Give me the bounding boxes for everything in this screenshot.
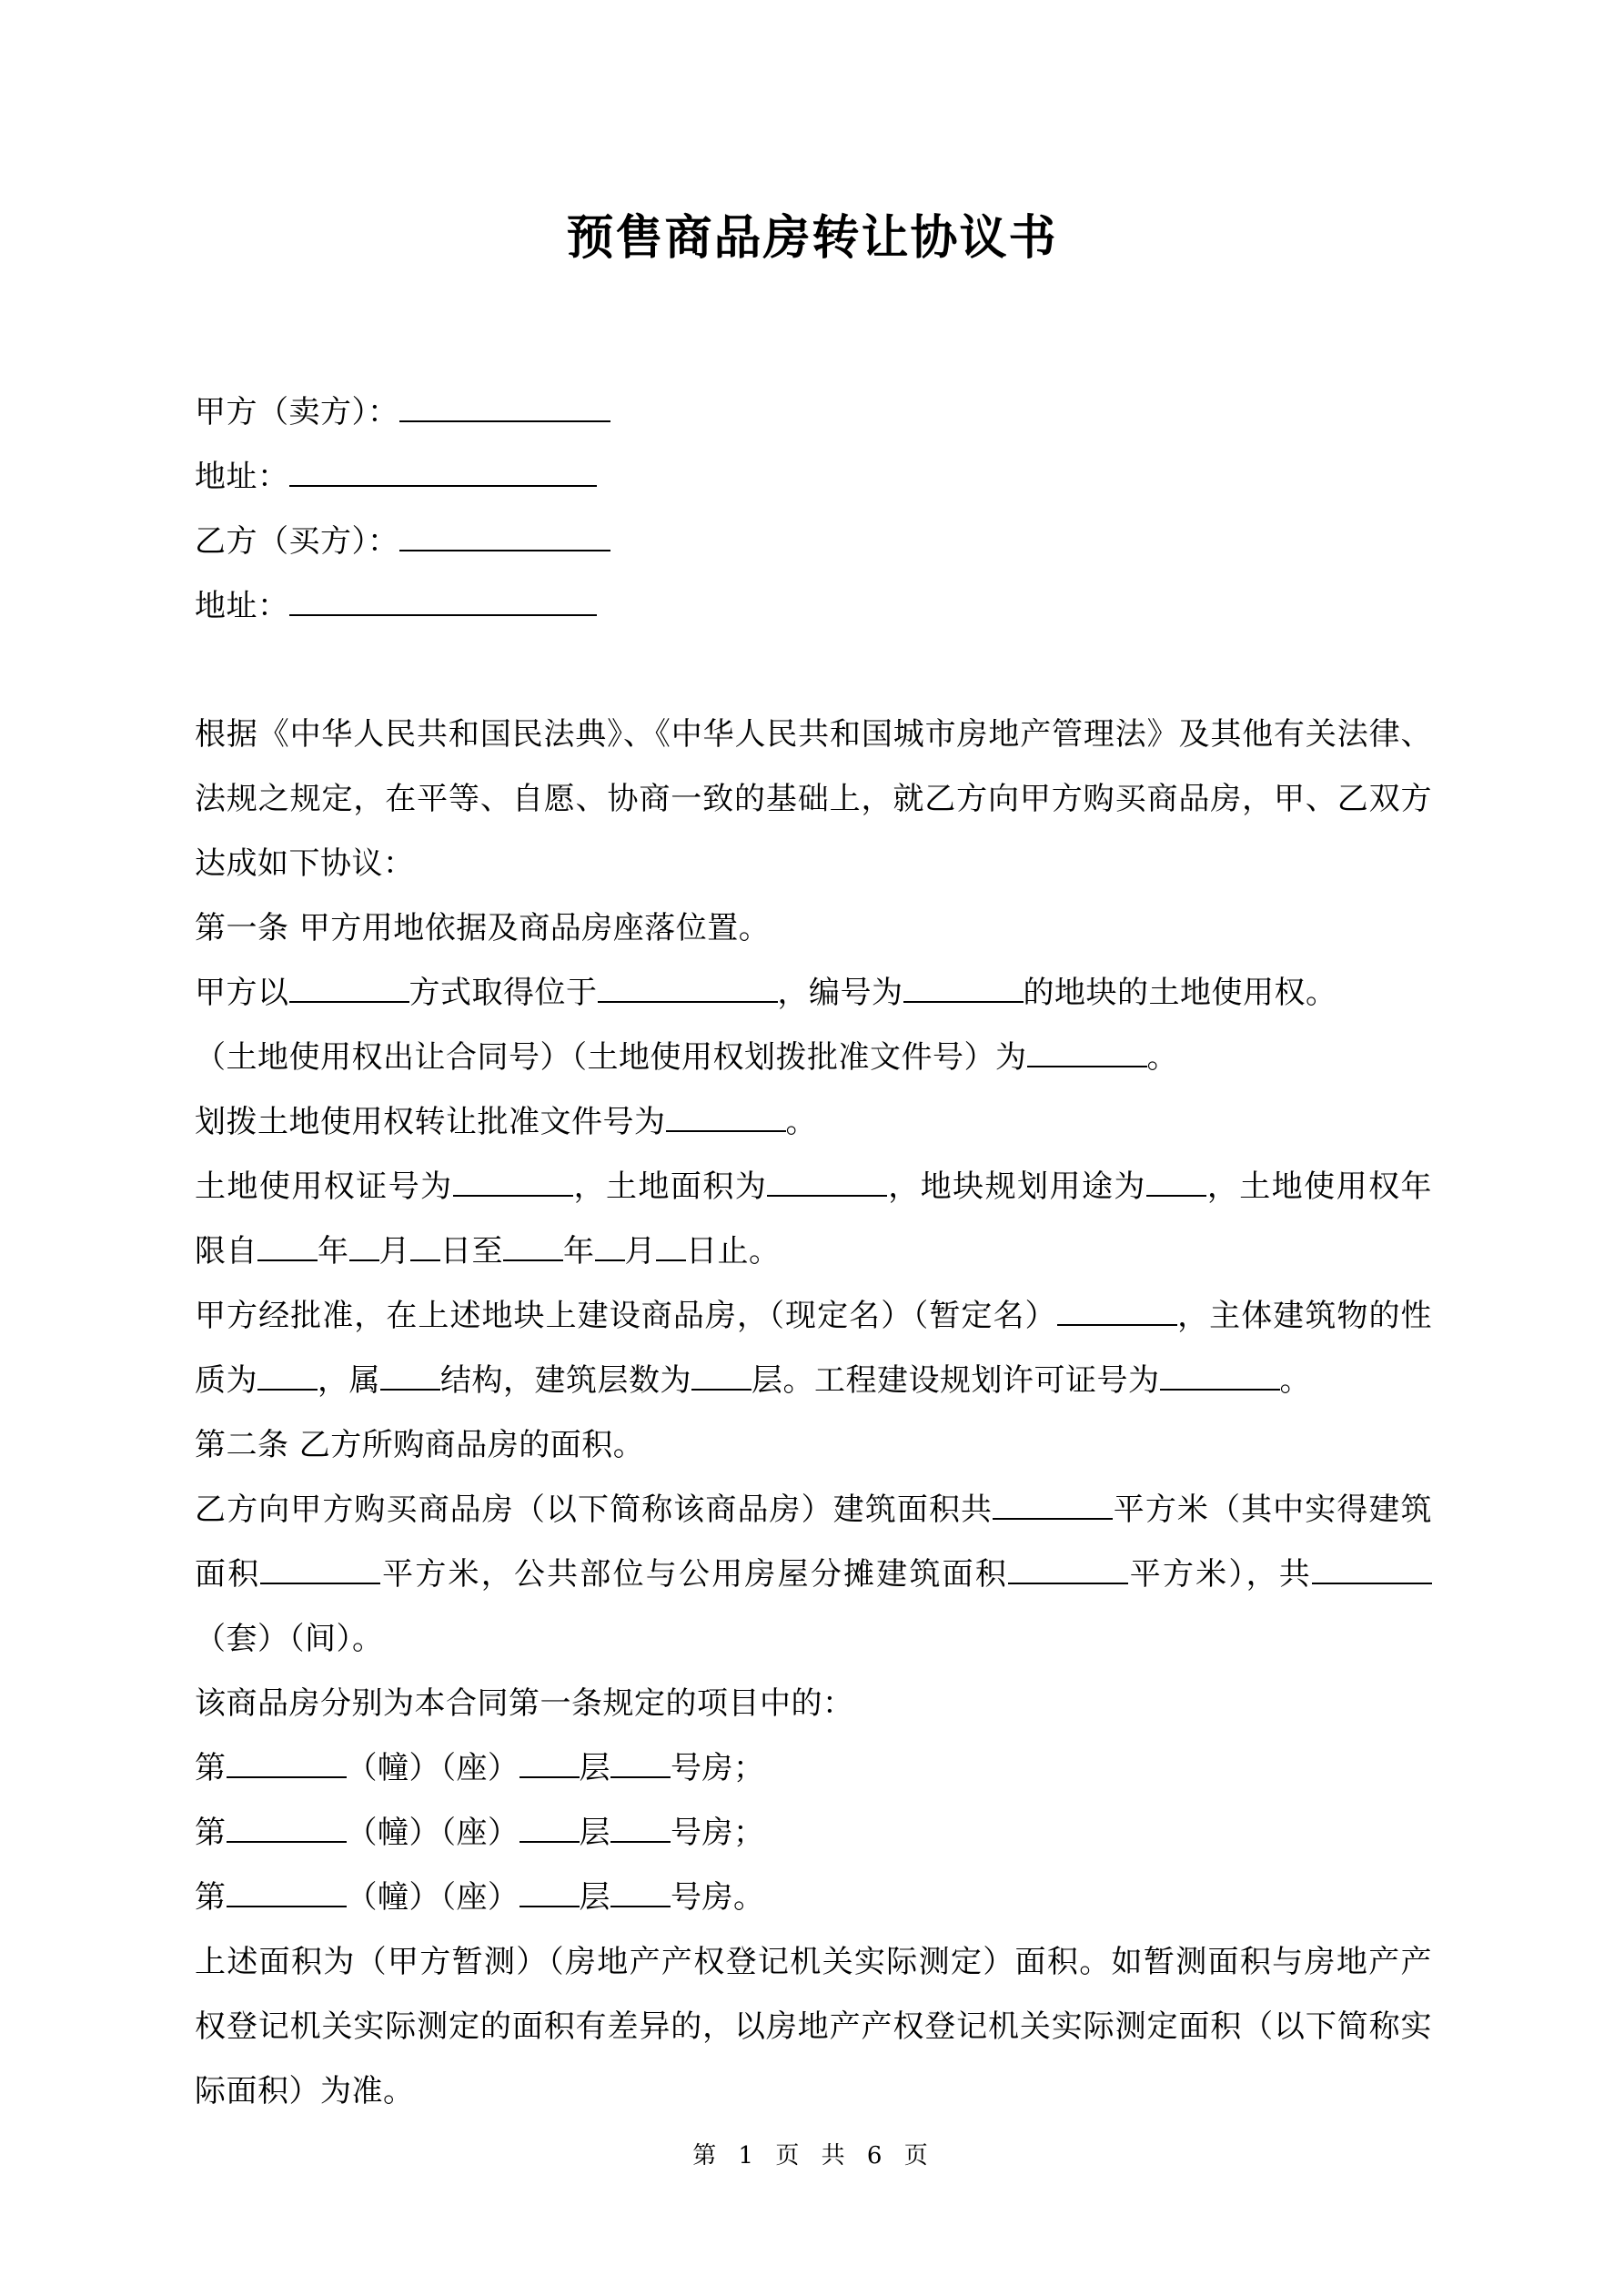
contract-paragraph [195, 1866, 1432, 1930]
contract-body [195, 703, 1432, 2124]
fill-in-blank[interactable] [519, 1878, 580, 1907]
contract-paragraph [195, 1672, 1432, 1736]
fill-in-blank[interactable] [656, 1232, 686, 1261]
paragraph-text: 日止。 [686, 1233, 781, 1269]
party-b-address-line [195, 574, 1432, 639]
party-b-line [195, 510, 1432, 574]
paragraph-text: 上述面积为（甲方暂测）（房地产产权登记机关实际测定）面积。如暂测面积与房地产产权登记机关实际测定的面积有差异的，以房地产产权登记机关实际测定面积（以下简称实际面积）为准。 [195, 1944, 1432, 2109]
party-a-address-blank[interactable] [289, 458, 597, 487]
contract-paragraph [195, 896, 1432, 961]
paragraph-text: 该商品房分别为本合同第一条规定的项目中的： [195, 1685, 854, 1722]
party-b-label: 乙方（买方）： [195, 523, 399, 560]
fill-in-blank[interactable] [993, 1491, 1113, 1520]
paragraph-text: 号房； [671, 1815, 765, 1851]
paragraph-text: 方式取得位于 [409, 975, 598, 1011]
contract-paragraph [195, 703, 1432, 896]
paragraph-text: 年 [318, 1233, 349, 1269]
paragraph-text: 结构，建筑层数为 [440, 1362, 691, 1399]
party-b-address-blank[interactable] [289, 587, 597, 616]
contract-paragraph [195, 1090, 1432, 1155]
contract-paragraph [195, 1930, 1432, 2124]
fill-in-blank[interactable] [610, 1878, 671, 1907]
fill-in-blank[interactable] [610, 1749, 671, 1778]
paragraph-text: （幢）（座） [346, 1815, 519, 1851]
party-b-blank[interactable] [399, 522, 610, 551]
contract-paragraph [195, 1736, 1432, 1801]
parties-section [195, 380, 1432, 639]
paragraph-text: 月 [624, 1233, 656, 1269]
paragraph-text: 月 [378, 1233, 410, 1269]
paragraph-text: 第二条 乙方所购商品房的面积。 [195, 1427, 645, 1463]
paragraph-text: 甲方经批准，在上述地块上建设商品房，（现定名）（暂定名） [195, 1298, 1057, 1334]
paragraph-text: ，属 [318, 1362, 380, 1399]
fill-in-blank[interactable] [289, 974, 409, 1003]
paragraph-text: 乙方向甲方购买商品房（以下简称该商品房）建筑面积共 [195, 1492, 994, 1528]
fill-in-blank[interactable] [1146, 1168, 1206, 1197]
paragraph-text: 号房； [671, 1750, 765, 1786]
paragraph-text: 层。工程建设规划许可证号为 [751, 1362, 1160, 1399]
paragraph-text: 层 [579, 1879, 610, 1916]
contract-paragraph [195, 1155, 1432, 1284]
paragraph-text: 第 [195, 1879, 227, 1916]
paragraph-text: 层 [579, 1750, 610, 1786]
fill-in-blank[interactable] [380, 1361, 440, 1391]
party-b-address-label: 地址： [195, 588, 289, 624]
fill-in-blank[interactable] [1312, 1555, 1432, 1584]
paragraph-text: （土地使用权出让合同号）（土地使用权划拨批准文件号）为 [195, 1039, 1027, 1076]
fill-in-blank[interactable] [227, 1814, 347, 1843]
party-a-address-label: 地址： [195, 459, 289, 495]
fill-in-blank[interactable] [257, 1361, 318, 1391]
fill-in-blank[interactable] [1008, 1555, 1128, 1584]
contract-paragraph [195, 1284, 1432, 1413]
fill-in-blank[interactable] [453, 1168, 573, 1197]
fill-in-blank[interactable] [1057, 1297, 1177, 1326]
paragraph-text: 第一条 甲方用地依据及商品房座落位置。 [195, 910, 771, 946]
paragraph-text: 日至 [440, 1233, 503, 1269]
fill-in-blank[interactable] [1027, 1038, 1147, 1067]
paragraph-text: （幢）（座） [346, 1879, 519, 1916]
fill-in-blank[interactable] [503, 1232, 563, 1261]
paragraph-text: 第 [195, 1750, 227, 1786]
party-a-line [195, 380, 1432, 445]
fill-in-blank[interactable] [519, 1749, 580, 1778]
fill-in-blank[interactable] [666, 1103, 786, 1132]
party-a-address-line [195, 445, 1432, 510]
paragraph-text: 第 [195, 1815, 227, 1851]
paragraph-text: 土地使用权证号为 [195, 1168, 453, 1205]
fill-in-blank[interactable] [691, 1361, 751, 1391]
paragraph-text: 根据《中华人民共和国民法典》、《中华人民共和国城市房地产管理法》及其他有关法律、法规之规定，在平等、自愿、协商一致的基础上，就乙方向甲方购买商品房，甲、乙双方达成如下协议： [195, 716, 1432, 882]
contract-paragraph [195, 1413, 1432, 1478]
paragraph-text: 甲方以 [195, 975, 289, 1011]
paragraph-text: 。 [1146, 1039, 1178, 1076]
paragraph-text: 的地块的土地使用权。 [1023, 975, 1337, 1011]
paragraph-text: ，土地面积为 [572, 1168, 768, 1205]
fill-in-blank[interactable] [349, 1232, 379, 1261]
paragraph-text: ，主体建筑物的性质为 [195, 1298, 1433, 1399]
fill-in-blank[interactable] [410, 1232, 440, 1261]
fill-in-blank[interactable] [227, 1878, 347, 1907]
fill-in-blank[interactable] [610, 1814, 671, 1843]
paragraph-text: ，地块规划用途为 [887, 1168, 1146, 1205]
paragraph-text: （幢）（座） [346, 1750, 519, 1786]
party-a-label: 甲方（卖方）： [195, 394, 399, 430]
fill-in-blank[interactable] [595, 1232, 625, 1261]
contract-paragraph [195, 961, 1432, 1026]
fill-in-blank[interactable] [598, 974, 778, 1003]
paragraph-text: ，编号为 [777, 975, 903, 1011]
paragraph-text: 平方米（其中实得建筑面积 [195, 1492, 1433, 1593]
fill-in-blank[interactable] [227, 1749, 347, 1778]
paragraph-text: 。 [1279, 1362, 1311, 1399]
fill-in-blank[interactable] [257, 1232, 318, 1261]
party-a-blank[interactable] [399, 393, 610, 422]
fill-in-blank[interactable] [903, 974, 1024, 1003]
paragraph-text: （套）（间）。 [195, 1621, 384, 1657]
paragraph-text: 平方米），共 [1128, 1556, 1313, 1593]
paragraph-text: 年 [563, 1233, 595, 1269]
fill-in-blank[interactable] [260, 1555, 380, 1584]
paragraph-text: 划拨土地使用权转让批准文件号为 [195, 1104, 666, 1140]
paragraph-text: 层 [579, 1815, 610, 1851]
paragraph-text: ，土地使用权年限自 [195, 1168, 1433, 1269]
page-title: 预售商品房转让协议书 [566, 210, 1058, 266]
fill-in-blank[interactable] [519, 1814, 580, 1843]
contract-paragraph [195, 1478, 1432, 1672]
contract-paragraph [195, 1026, 1432, 1090]
paragraph-text: 。 [785, 1104, 817, 1140]
paragraph-text: 号房。 [671, 1879, 765, 1916]
paragraph-text: 平方米，公共部位与公用房屋分摊建筑面积 [380, 1556, 1009, 1593]
fill-in-blank[interactable] [767, 1168, 887, 1197]
fill-in-blank[interactable] [1160, 1361, 1280, 1391]
contract-paragraph [195, 1801, 1432, 1866]
page-footer: 第 1 页 共 6 页 [692, 2142, 932, 2170]
